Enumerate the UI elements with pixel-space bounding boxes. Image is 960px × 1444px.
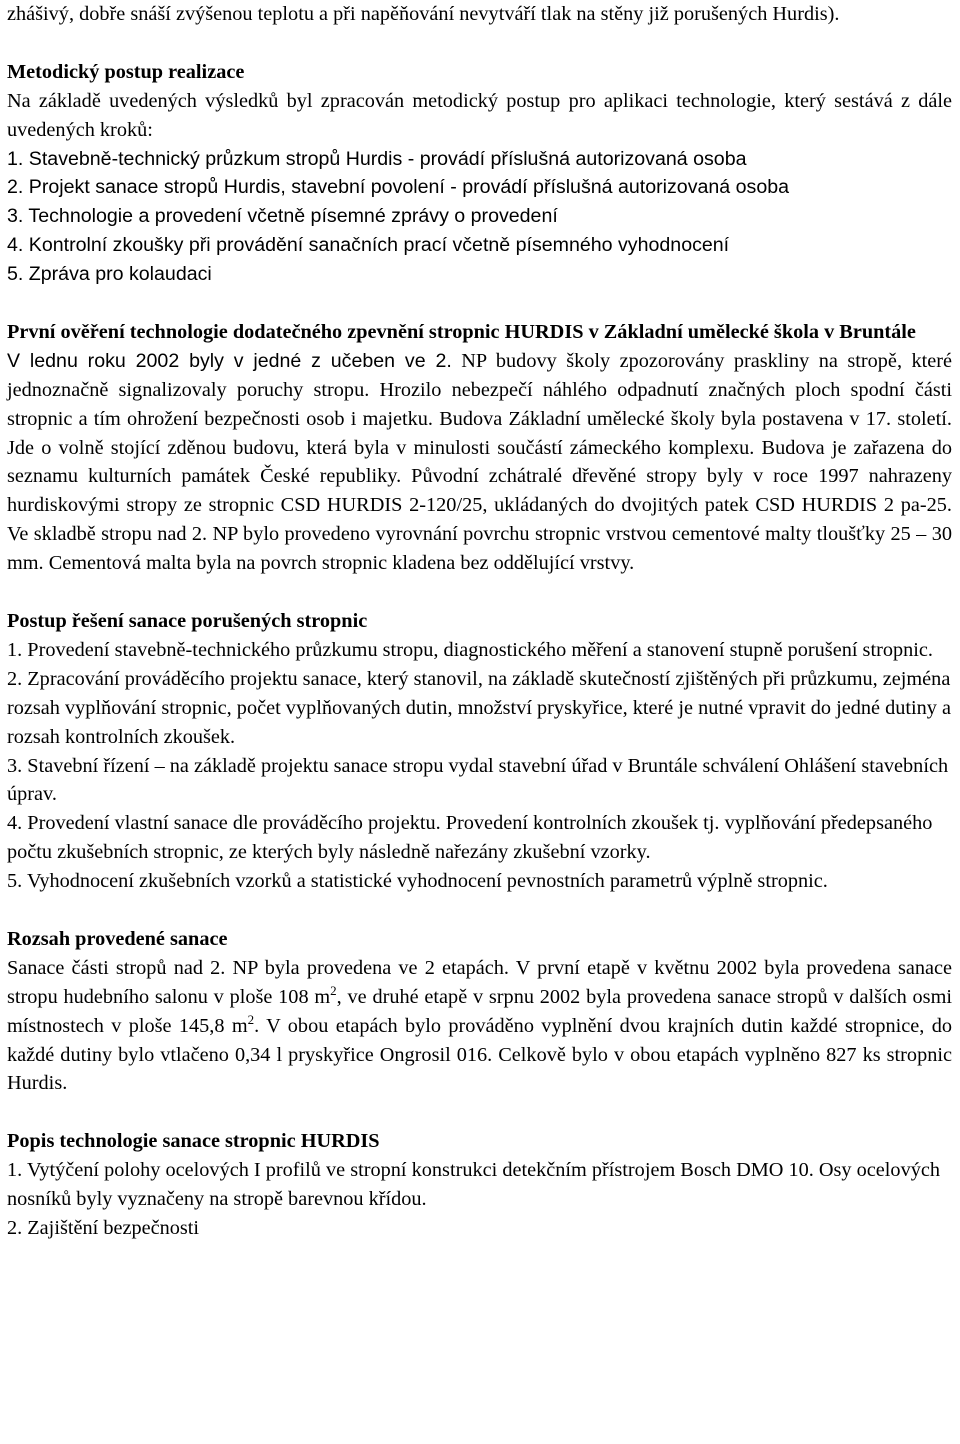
spacer [7,1098,952,1127]
list-item: 3. Technologie a provedení včetně písemné zprávy o provedení [7,205,558,228]
list-item: 5. Zpráva pro kolaudaci [7,263,212,286]
list-item [7,809,952,867]
section-heading-popis: Popis technologie sanace stropnic HURDIS [7,1130,380,1153]
list-item [7,1214,952,1243]
list-item-number: 4. [7,812,23,835]
rozsah-paragraph [7,954,952,1099]
rozsah-text-2: , ve druhé etapě v srpnu 2002 byla provedena sanace stropů v dalších osmi místnostech v ploše 145,8 m [7,985,952,1037]
spacer [7,289,952,318]
spacer [7,578,952,607]
popis-list [7,1156,952,1243]
rozsah-text-1: Sanace části stropů nad 2. NP byla provedena ve 2 etapách. V první etapě v květnu 2002 byla provedena sanace stropu hudebního salonu v ploše 108 m [7,956,952,1008]
list-item [7,665,952,752]
postup-list [7,636,952,896]
list-item-text: Vyhodnocení zkušebních vzorků a statistické vyhodnocení pevnostních parametrů výplně stropnic. [26,870,828,893]
section-heading-postup: Postup řešení sanace porušených stropnic [7,609,368,632]
list-item-text: Provedení vlastní sanace dle prováděcího projektu. Provedení kontrolních zkoušek tj. vyplňování předepsaného počtu zkušebních stropnic, ze kterých byly následně nařezány zkušební vzorky. [7,812,933,864]
section-heading-metodicky: Metodický postup realizace [7,60,245,83]
list-item [7,867,952,896]
list-item: 1. Stavebně-technický průzkum stropů Hurdis - provádí příslušná autorizovaná osoba [7,147,747,170]
superscript: 2 [330,982,337,998]
metodicky-paragraph: Na základě uvedených výsledků byl zpracován metodický postup pro aplikaci technologie, který sestává z dále uvedených kroků: [7,89,952,141]
prvni-paragraph-lead: V lednu roku 2002 byly v jedné z učeben ve 2. [7,349,452,372]
list-item-number: 3. [7,754,23,777]
spacer [7,29,952,58]
list-item: 2. Projekt sanace stropů Hurdis, stavební povolení - provádí příslušná autorizovaná osoba [7,176,790,199]
list-item [7,752,952,810]
list-item-number: 2. [7,1216,23,1239]
section-heading-prvni: První ověření technologie dodatečného zpevnění stropnic HURDIS v Základní umělecké škola v Bruntále [7,320,916,343]
spacer [7,896,952,925]
list-item-number: 1. [7,638,23,661]
list-item-number: 2. [7,667,23,690]
superscript: 2 [247,1011,255,1027]
list-item-number: 1. [7,1159,23,1182]
list-item-text: Vytýčení polohy ocelových I profilů ve stropní konstrukci detekčním přístrojem Bosch DMO 10. Osy ocelových nosníků byly vyznačeny na stropě barevnou křídou. [7,1159,940,1211]
list-item-text: Zpracování prováděcího projektu sanace, který stanovil, na základě skutečností zjištěných při průzkumu, zejména rozsah vyplňování stropnic, počet vyplňovaných dutin, množství pryskyřice, které je nutné vpravit do jedné dutiny a rozsah kontrolních zkoušek. [7,667,951,748]
list-item: 4. Kontrolní zkoušky při provádění sanačních prací včetně písemného vyhodnocení [7,234,730,257]
list-item-number: 5. [7,870,23,893]
list-item-text: Zajištění bezpečnosti [27,1216,200,1239]
metodicky-list [7,145,952,290]
list-item-text: Stavební řízení – na základě projektu sanace stropu vydal stavební úřad v Bruntále schválení Ohlášení stavebních úprav. [7,754,949,806]
prvni-paragraph [7,347,952,578]
list-item [7,1156,952,1214]
list-item [7,636,952,665]
section-heading-rozsah: Rozsah provedené sanace [7,927,228,950]
list-item-text: Provedení stavebně-technického průzkumu stropu, diagnostického měření a stanovení stupně porušení stropnic. [27,638,933,661]
intro-paragraph: zhášivý, dobře snáší zvýšenou teplotu a při napěňování nevytváří tlak na stěny již porušených Hurdis). [7,3,840,25]
prvni-paragraph-body: NP budovy školy zpozorovány praskliny na stropě, které jednoznačně signalizovaly poruchy stropu. Hrozilo nebezpečí náhlého odpadnutí značných ploch spodní části stropnic a tím ohrožení bezpečnosti osob i majetku. Budova Základní umělecké školy byla postavena v 17. století. Jde o volně stojící zděnou budovu, která byla v minulosti součástí zámeckého komplexu. Budova je zařazena do seznamu kulturních památek České republiky. Původní zchátralé dřevěné stropy byly v roce 1997 nahrazeny hurdiskovými stropy ze stropnic CSD HURDIS 2-120/25, ukládaných do dvojitých patek CSD HURDIS 2 pa-25. Ve skladbě stropu nad 2. NP bylo provedeno vyrovnání povrchu stropnic vrstvou cementové malty tloušťky 25 – 30 mm. Cementová malta byla na povrch stropnic kladena bez oddělující vrstvy. [7,349,953,575]
rozsah-text-3: . V obou etapách bylo prováděno vyplnění dvou krajních dutin každé stropnice, do každé dutiny bylo vtlačeno 0,34 l pryskyřice Ongrosil 016. Celkově bylo v obou etapách vyplněno 827 ks stropnic Hurdis. [7,1014,952,1095]
